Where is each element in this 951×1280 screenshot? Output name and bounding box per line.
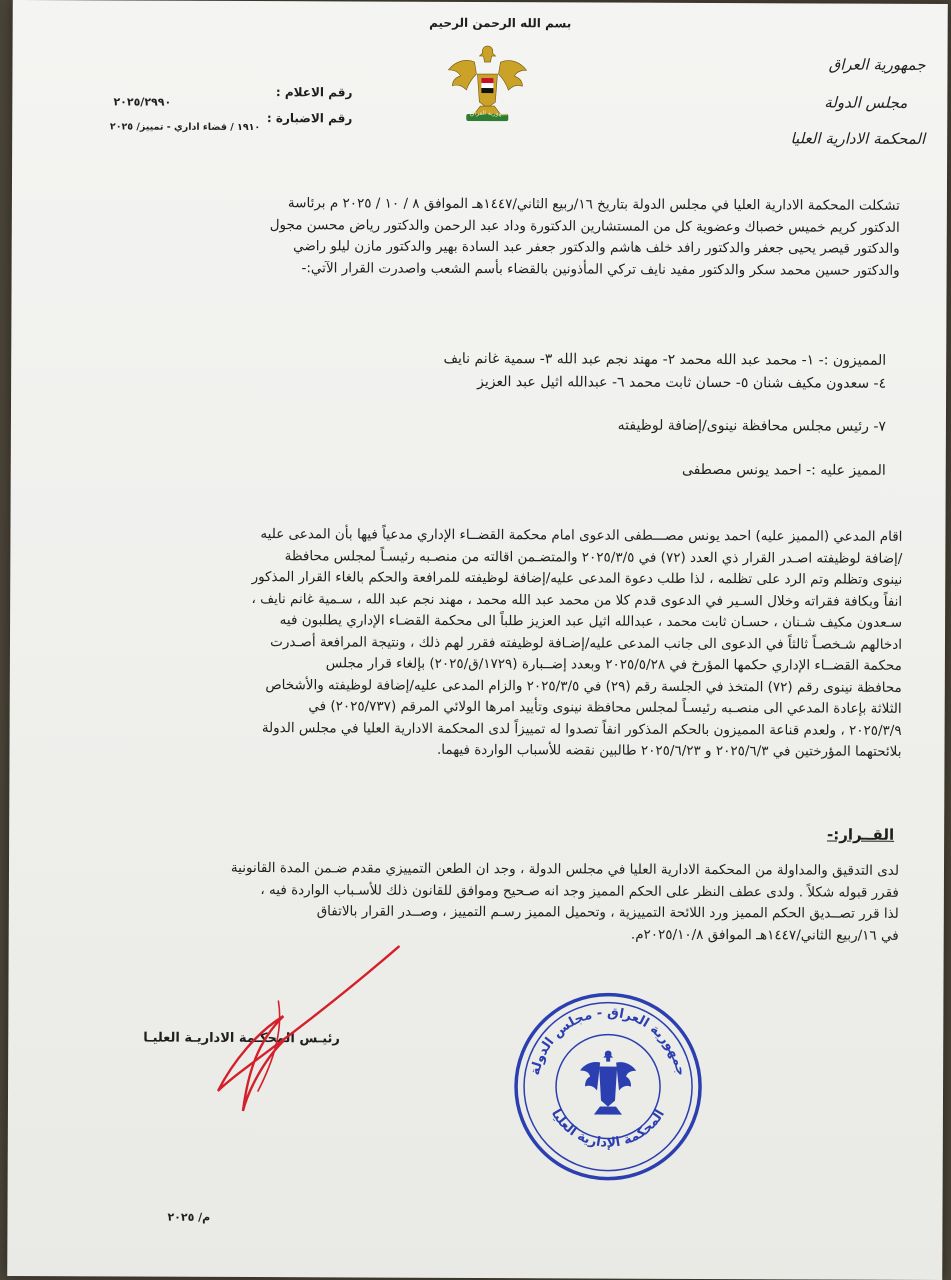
file-number-label: رقم الاضبارة : xyxy=(266,111,353,126)
intro-line: تشكلت المحكمة الادارية العليا في مجلس الدولة بتاريخ ١٦/ربيع الثاني/١٤٤٧هـ الموافق ٨ / ١٠ / ٢٠٢٥ م برئاسة xyxy=(287,195,900,214)
body-line: /إضافة لوظيفته اصـدر القرار ذي العدد (٧٢) في ٢٠٢٥/٣/٥ والمتضـمن اقالته من منصـبه رئيسـاً لمجلس محافظة xyxy=(284,547,903,567)
announcement-number-value: ٢٠٢٥/٢٩٩٠ xyxy=(113,95,172,109)
decision-line: فقرر قبوله شكلاً . ولدى عطف النظر على الحكم المميز وجد انه صـحيح وموافق للقانون ذلك للأسـباب الواردة فيه ، xyxy=(260,881,899,901)
court-composition-paragraph xyxy=(90,192,900,282)
decision-paragraph xyxy=(79,857,899,947)
footer-date: م/ ٢٠٢٥ xyxy=(167,1210,211,1224)
document-page xyxy=(7,0,948,1280)
body-line: ٢٠٢٥/٣/٩ ، ولعدم قناعة المميزون بالحكم المذكور انفاً تصدوا له تمييزاً لدى المحكمة الادارية العليا في مجلس الدولة xyxy=(261,719,902,739)
intro-line: الدكتور كريم خميس خصباك وعضوية كل من المستشارين الدكتورة وداد عبد الرحمن والدكتور رياض محسن مجول xyxy=(269,216,900,236)
body-line: اقام المدعي (المميز عليه) احمد يونس مصـــطفى الدعوى امام محكمة القضــاء الإداري مدعياً فيها بأن المدعى عليه xyxy=(260,526,903,545)
emblem-label: جمهورية العراق xyxy=(469,109,509,118)
institution-line-3: المحكمة الادارية العليا xyxy=(790,129,926,148)
appellants-line-3: ٧- رئيس مجلس محافظة نينوى/إضافة لوظيفته xyxy=(617,417,886,435)
body-line: الثلاثة بإعادة المدعي الى منصـبه رئيسـاً لمجلس محافظة نينوى وتأييد امرها الولائي المرقم (٢٠٢٥/٧٣٧) في xyxy=(308,698,902,717)
decision-line: لذا قرر تصــديق الحكم المميز ورد اللائحة التمييزية ، وتحميل المميز رسـم التمييز ، وصــدر القرار بالاتفاق xyxy=(316,903,899,922)
signer-title: رئيـس المحكـمة الاداريـة العليـا xyxy=(143,1030,340,1047)
court-seal-stamp xyxy=(510,988,707,1185)
announcement-number-label: رقم الاعلام : xyxy=(275,85,353,100)
seal-eagle-icon xyxy=(580,1050,636,1114)
case-facts-paragraph xyxy=(69,523,902,763)
seal-top-text: جمهورية العراق - مجلس الدولة xyxy=(528,1005,689,1078)
seal-bottom-text: المحكمة الإدارية العليا xyxy=(547,1106,668,1151)
intro-line: والدكتور قيصر يحيى جعفر والدكتور رافد خلف هاشم والدكتور جعفر عبد السادة بهير والدكتور مازن ليلو راضي xyxy=(293,238,900,257)
decision-line: في ١٦/ربيع الثاني/١٤٤٧هـ الموافق ٢٠٢٥/١٠/٨م. xyxy=(630,926,899,944)
body-line: نينوى وتظلم وتم الرد على تظلمه ، لذا طلب دعوة المدعى عليه/إضافة لوظيفته للمرافعة والحكم بالغاء القرار المذكور xyxy=(251,569,903,588)
appellants-line-2: ٤- سعدون مكيف شنان ٥- حسان ثابت محمد ٦- عبدالله اثيل عبد العزيز xyxy=(477,373,887,392)
decision-heading: القــرار:- xyxy=(826,825,895,844)
body-line: ادخالهم شـخصـاً ثالثاً في الدعوى الى جانب المدعى عليه/إضـافة لوظيفته فقرر لهم ذلك ، ونتيجة المرافعة أصـدرت xyxy=(270,633,903,653)
body-line: بلائحتهما المؤرختين في ٢٠٢٥/٦/٣ و ٢٠٢٥/٦/٢٣ طالبين نقضه للأسباب الواردة فيهما. xyxy=(436,741,902,760)
institution-line-1: جمهورية العراق xyxy=(828,55,926,74)
body-line: محافظة نينوى رقم (٧٢) المتخذ في الجلسة رقم (٢٩) في ٢٠٢٥/٣/٥ والزام المدعى عليه/إضافة لوظيفته والأشخاص xyxy=(265,676,902,696)
basmala: بسم الله الرحمن الرحيم xyxy=(429,15,572,31)
intro-line: والدكتور حسين محمد سكر والدكتور مفيد نايف تركي المأذونين بالقضاء بأسم الشعب واصدرت القرار الآتي:- xyxy=(301,259,900,279)
institution-line-2: مجلس الدولة xyxy=(824,93,908,112)
appellants-line-1: المميزون :- ١- محمد عبد الله محمد ٢- مهند نجم عبد الله ٣- سمية غانم نايف xyxy=(443,350,887,369)
body-line: انفاً وبكافة فقراته وخلال السـير في الدعوى قدم كلا من محمد عبد الله محمد ، مهند نجم عبد الله ، سـمية غانم نايف ، xyxy=(251,590,903,610)
file-number-value: ١٩١٠ / قضاء اداري - تمييز/ ٢٠٢٥ xyxy=(109,121,261,134)
decision-line: لدى التدقيق والمداولة من المحكمة الادارية العليا في مجلس الدولة ، وجد ان الطعن التمييزي مقدم ضـمن المدة القانونية xyxy=(230,859,900,879)
signature-scribble xyxy=(188,941,419,1142)
body-line: محكمة القضــاء الإداري حكمها المؤرخ في ٢٠٢٥/٥/٢٨ وبعدد إضــبارة (١٧٢٩/ق/٢٠٢٥) بإلغاء قرار مجلس xyxy=(325,655,902,674)
body-line: سـعدون مكيف شـنان ، حسـان ثابت محمد ، عبدالله اثيل عبد العزيز طلباً الى محكمة القضـاء الإداري يطلبون فيه xyxy=(279,612,903,631)
respondent-line: المميز عليه :- احمد يونس مصطفى xyxy=(681,461,886,479)
